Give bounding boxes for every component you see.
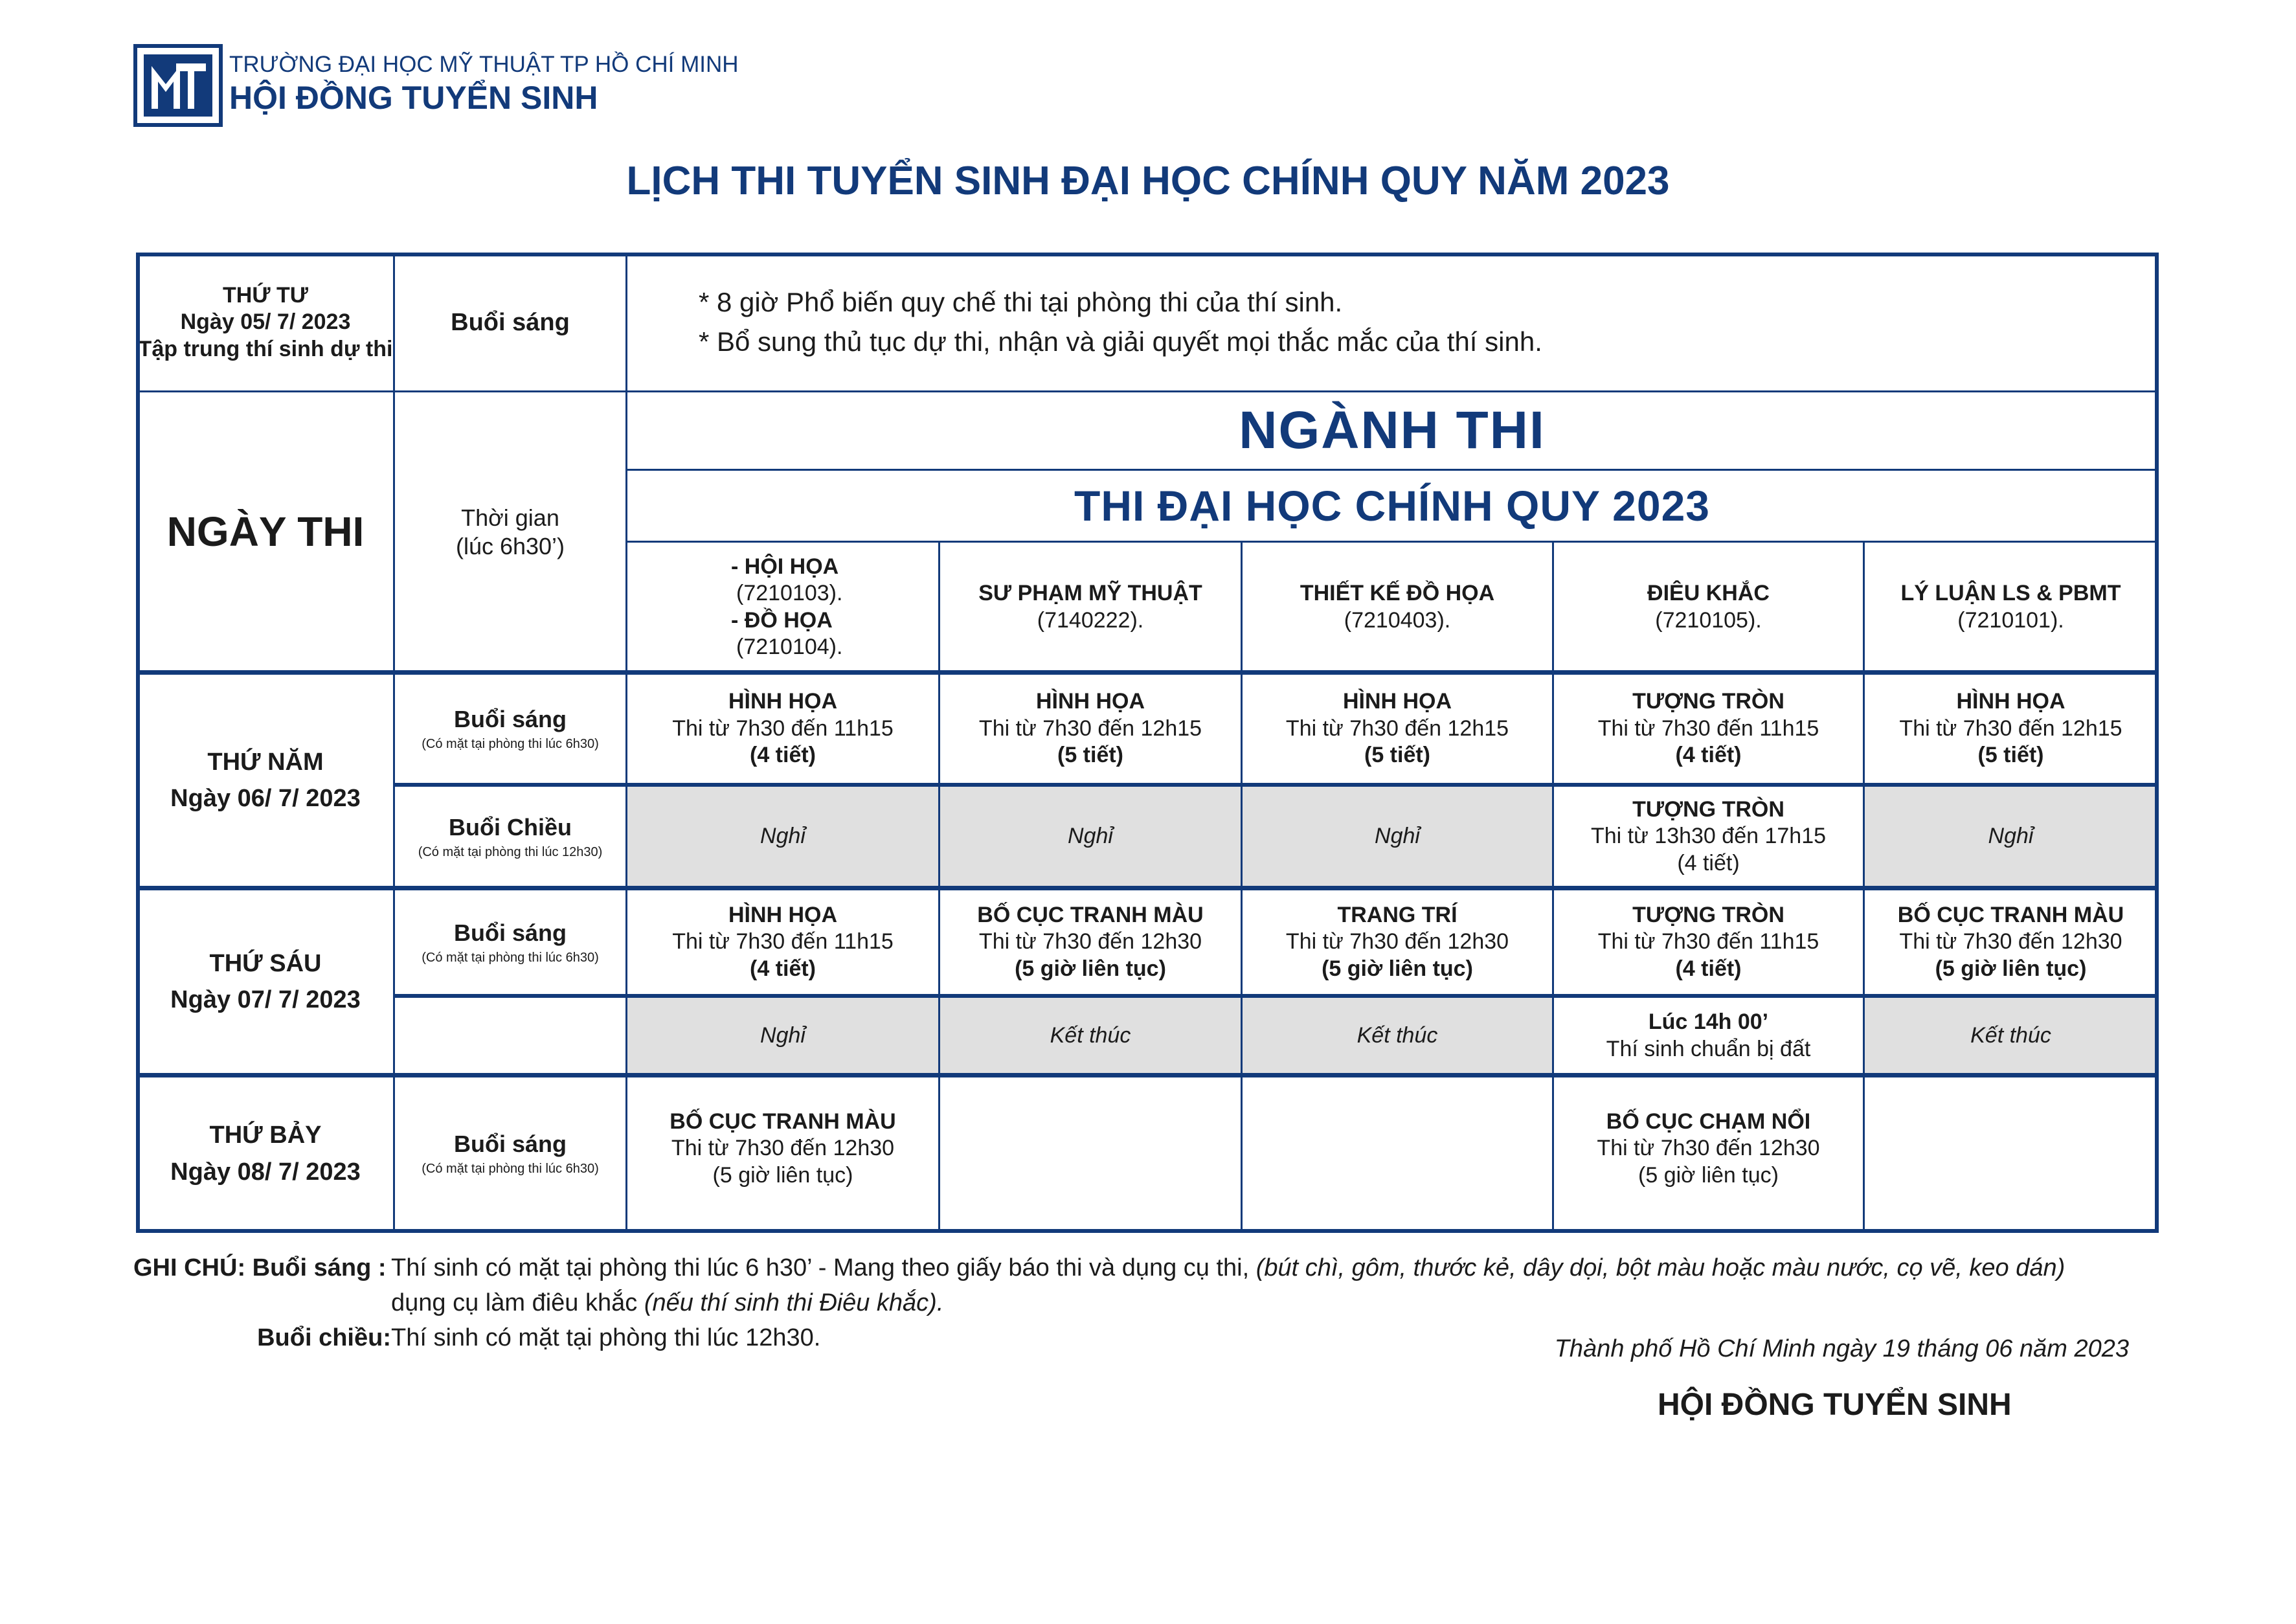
row-divider [393, 783, 2159, 787]
duration: (5 giờ liên tục) [1935, 956, 2087, 981]
time: Thi từ 13h30 đến 17h15 [1590, 824, 1827, 849]
major-2-name: SƯ PHẠM MỸ THUẬT [978, 581, 1202, 606]
duration: (4 tiết) [1677, 850, 1740, 875]
ngay-thi-header [136, 390, 395, 673]
major-1-code2: (7210104). [736, 634, 843, 659]
thu-nam-afternoon-col-3 [1241, 784, 1554, 889]
status-text: Nghỉ [760, 1022, 805, 1048]
thu-nam-afternoon-label: Buổi Chiều [449, 813, 572, 840]
intro-day-cell [136, 253, 395, 392]
thu-nam-afternoon-label-cell [393, 784, 627, 889]
time: Thi từ 7h30 đến 12h30 [1285, 929, 1509, 954]
thu-bay-col-2 [938, 1074, 1243, 1233]
note-morning-italic: (bút chì, gôm, thước kẻ, dây dọi, bột màu hoặc màu nước, cọ vẽ, keo dán) [1255, 1254, 2065, 1281]
status-text: Kết thúc [1970, 1022, 2051, 1048]
thu-nam-morning-label-cell [393, 671, 627, 786]
document-title: LỊCH THI TUYỂN SINH ĐẠI HỌC CHÍNH QUY NĂM 2023 [626, 159, 1670, 203]
time-header-line2: (lúc 6h30’) [455, 532, 565, 559]
major-col-5 [1863, 541, 2159, 673]
nganh-thi-label: NGÀNH THI [1239, 400, 1546, 460]
thu-sau-morning-col-5 [1863, 887, 2159, 997]
thu-sau-afternoon-col-3 [1241, 995, 1554, 1076]
subject: TƯỢNG TRÒN [1632, 689, 1784, 714]
org-name: HỘI ĐỒNG TUYỂN SINH [229, 80, 598, 116]
time: Thi từ 7h30 đến 12h30 [978, 929, 1202, 954]
thu-sau-date: Ngày 07/ 7/ 2023 [170, 986, 361, 1013]
note-label: GHI CHÚ: Buổi sáng : [133, 1254, 387, 1281]
major-4-name: ĐIÊU KHẮC [1647, 581, 1770, 606]
subject: TƯỢNG TRÒN [1632, 902, 1784, 927]
rest-text: Nghỉ [1068, 824, 1113, 849]
duration: (4 tiết) [750, 956, 816, 981]
major-1-line2: - ĐỒ HỌA [731, 607, 833, 633]
subject: HÌNH HỌA [1956, 689, 2065, 714]
clay-time: Lúc 14h 00’ [1648, 1009, 1769, 1035]
thu-nam-date: Ngày 06/ 7/ 2023 [170, 785, 361, 812]
rest-text: Nghỉ [1375, 824, 1420, 849]
major-5-name: LÝ LUẬN LS & PBMT [1900, 581, 2121, 606]
major-col-1 [625, 541, 940, 673]
subject: BỐ CỤC CHẠM NỔI [1606, 1109, 1811, 1134]
subject: BỐ CỤC TRANH MÀU [1897, 902, 2124, 927]
subject: TRANG TRÍ [1337, 902, 1458, 927]
subject: HÌNH HỌA [728, 689, 838, 714]
row-divider [136, 886, 2159, 890]
subject: HÌNH HỌA [728, 902, 838, 927]
duration: (5 tiết) [1057, 743, 1123, 768]
thu-sau-afternoon-col-5 [1863, 995, 2159, 1076]
duration: (4 tiết) [1675, 743, 1742, 768]
thu-sau-afternoon-col-1 [625, 995, 940, 1076]
major-col-4 [1552, 541, 1865, 673]
subject: TƯỢNG TRÒN [1632, 796, 1784, 822]
thu-nam-day-cell [136, 671, 395, 889]
thu-nam-morning-label: Buổi sáng [453, 706, 567, 733]
status-text: Kết thúc [1050, 1022, 1131, 1048]
rest-text: Nghỉ [1988, 824, 2034, 849]
thu-sau-morning-col-1 [625, 887, 940, 997]
thu-bay-col-4 [1552, 1074, 1865, 1233]
thu-nam-afternoon-col-1 [625, 784, 940, 889]
duration: (5 giờ liên tục) [1322, 956, 1473, 981]
thu-sau-day: THỨ SÁU [209, 949, 322, 977]
thu-sau-afternoon-col-4 [1552, 995, 1865, 1076]
row-divider [136, 1073, 2159, 1077]
thu-nam-afternoon-col-2 [938, 784, 1243, 889]
thu-bay-day-cell [136, 1074, 395, 1233]
time: Thi từ 7h30 đến 12h15 [978, 716, 1202, 741]
time: Thi từ 7h30 đến 12h15 [1899, 716, 2122, 741]
thu-sau-morning-col-3 [1241, 887, 1554, 997]
time: Thi từ 7h30 đến 11h15 [672, 929, 894, 954]
duration: (5 tiết) [1977, 743, 2044, 768]
status-text: Kết thúc [1356, 1022, 1438, 1048]
duration: (5 giờ liên tục) [1638, 1162, 1779, 1188]
thu-bay-col-3 [1241, 1074, 1554, 1233]
duration: (5 giờ liên tục) [1015, 956, 1166, 981]
intro-note-1: * 8 giờ Phổ biến quy chế thi tại phòng thi của thí sinh. [699, 287, 1343, 318]
intro-session: Buổi sáng [451, 308, 570, 336]
note-line2-text: dụng cụ làm điêu khắc [391, 1289, 638, 1316]
thu-bay-day: THỨ BẢY [209, 1122, 322, 1149]
subject: BỐ CỤC TRANH MÀU [670, 1109, 896, 1134]
time: Thi từ 7h30 đến 11h15 [672, 716, 894, 741]
time: Thi từ 7h30 đến 12h30 [1597, 1136, 1820, 1161]
intro-notes-cell [625, 253, 2159, 392]
duration: (5 tiết) [1364, 743, 1430, 768]
thu-sau-morning-label: Buổi sáng [453, 919, 567, 946]
subject: BỐ CỤC TRANH MÀU [977, 902, 1204, 927]
note-line2-row [133, 1286, 2065, 1321]
intro-session-cell [393, 253, 627, 392]
major-1-code1: (7210103). [736, 581, 843, 606]
time-header-line1: Thời gian [461, 504, 559, 531]
intro-date: Ngày 05/ 7/ 2023 [180, 310, 351, 335]
note-line2-italic: (nếu thí sinh thi Điêu khắc). [644, 1289, 944, 1316]
major-col-2 [938, 541, 1243, 673]
intro-note-2: * Bổ sung thủ tục dự thi, nhận và giải quyết mọi thắc mắc của thí sinh. [699, 326, 1542, 357]
thu-sau-afternoon-label-cell [393, 995, 627, 1076]
subject: HÌNH HỌA [1342, 689, 1452, 714]
duration: (5 giờ liên tục) [712, 1162, 853, 1188]
time: Thi từ 7h30 đến 12h30 [671, 1136, 895, 1161]
thu-sau-afternoon-col-2 [938, 995, 1243, 1076]
time-header [393, 390, 627, 673]
thu-sau-morning-label-cell [393, 887, 627, 997]
major-3-code: (7210403). [1344, 607, 1451, 633]
note-afternoon-text: Thí sinh có mặt tại phòng thi lúc 12h30. [391, 1324, 821, 1351]
major-1-line1: - HỘI HỌA [731, 554, 839, 579]
exam-schedule-table [136, 253, 2159, 1233]
major-5-code: (7210101). [1957, 607, 2064, 633]
nganh-thi-header [625, 390, 2159, 471]
program-subtitle: THI ĐẠI HỌC CHÍNH QUY 2023 [1074, 481, 1710, 530]
thu-bay-col-1 [625, 1074, 940, 1233]
thu-bay-date: Ngày 08/ 7/ 2023 [170, 1158, 361, 1186]
intro-day: THỨ TƯ [223, 282, 308, 308]
thu-nam-morning-note: (Có mặt tại phòng thi lúc 6h30) [422, 737, 599, 752]
time: Thi từ 7h30 đến 11h15 [1597, 929, 1819, 954]
thu-nam-morning-col-3 [1241, 671, 1554, 786]
time: Thi từ 7h30 đến 12h15 [1285, 716, 1509, 741]
thu-nam-morning-col-1 [625, 671, 940, 786]
thu-bay-morning-note: (Có mặt tại phòng thi lúc 6h30) [422, 1162, 599, 1177]
major-2-code: (7140222). [1037, 607, 1144, 633]
time: Thi từ 7h30 đến 11h15 [1597, 716, 1819, 741]
row-divider [136, 670, 2159, 675]
major-4-code: (7210105). [1655, 607, 1762, 633]
signature-date: Thành phố Hồ Chí Minh ngày 19 tháng 06 năm 2023 [1554, 1335, 2129, 1362]
thu-nam-afternoon-col-4 [1552, 784, 1865, 889]
time: Thi từ 7h30 đến 12h30 [1899, 929, 2122, 954]
thu-bay-morning-label: Buổi sáng [453, 1131, 567, 1158]
thu-nam-morning-col-4 [1552, 671, 1865, 786]
thu-sau-morning-col-2 [938, 887, 1243, 997]
subject: HÌNH HỌA [1035, 689, 1145, 714]
intro-desc: Tập trung thí sinh dự thi [138, 336, 393, 361]
note-morning-row [133, 1251, 2065, 1286]
duration: (4 tiết) [1675, 956, 1742, 981]
major-3-name: THIẾT KẾ ĐỒ HỌA [1300, 581, 1495, 606]
duration: (4 tiết) [750, 743, 816, 768]
thu-nam-afternoon-note: (Có mặt tại phòng thi lúc 12h30) [418, 844, 603, 859]
thu-sau-morning-note: (Có mặt tại phòng thi lúc 6h30) [422, 950, 599, 965]
row-divider [393, 994, 2159, 998]
mt-logo-icon [133, 44, 223, 127]
org-subtitle: TRƯỜNG ĐẠI HỌC MỸ THUẬT TP HỒ CHÍ MINH [229, 52, 739, 77]
note-afternoon-label: Buổi chiều: [257, 1324, 391, 1351]
clay-desc: Thí sinh chuẩn bị đất [1606, 1036, 1811, 1061]
thu-bay-morning-label-cell [393, 1074, 627, 1233]
signature-org: HỘI ĐỒNG TUYỂN SINH [1658, 1388, 2012, 1422]
ngay-thi-label: NGÀY THI [166, 508, 365, 556]
rest-text: Nghỉ [760, 824, 805, 849]
thu-nam-morning-col-2 [938, 671, 1243, 786]
program-subtitle-cell [625, 469, 2159, 543]
major-col-3 [1241, 541, 1554, 673]
thu-sau-day-cell [136, 887, 395, 1076]
thu-nam-afternoon-col-5 [1863, 784, 2159, 889]
thu-nam-day: THỨ NĂM [207, 748, 324, 776]
thu-nam-morning-col-5 [1863, 671, 2159, 786]
note-morning-text: Thí sinh có mặt tại phòng thi lúc 6 h30’ - Mang theo giấy báo thi và dụng cụ thi, [391, 1254, 1250, 1281]
thu-bay-col-5 [1863, 1074, 2159, 1233]
thu-sau-morning-col-4 [1552, 887, 1865, 997]
